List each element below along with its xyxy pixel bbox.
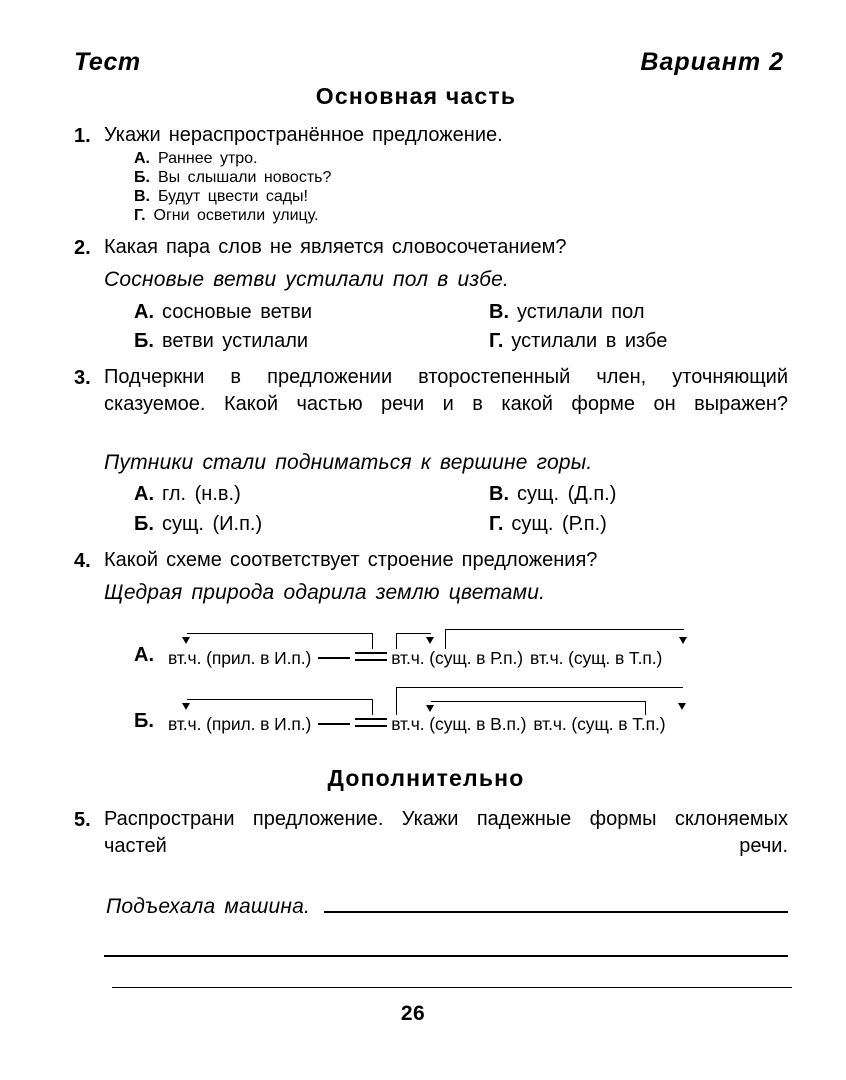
question-4	[74, 547, 788, 749]
option-text: Будут цвести сады!	[158, 188, 308, 206]
question-1-options	[104, 150, 788, 225]
option-letter: В.	[134, 188, 150, 206]
option-text: гл. (н.в.)	[162, 483, 241, 506]
question-2-number: 2.	[74, 237, 91, 260]
predicate-double-line-marker	[355, 651, 387, 663]
scheme-label-group	[168, 648, 662, 669]
scheme-letter: Б.	[134, 710, 154, 733]
question-5-number: 5.	[74, 809, 91, 832]
arrow-down-part3	[679, 637, 687, 644]
page-header	[74, 48, 788, 77]
option-letter: Б.	[134, 169, 150, 187]
option-letter: Б.	[134, 329, 154, 352]
option-text: Раннее утро.	[158, 150, 258, 168]
scheme-letter: А.	[134, 644, 154, 667]
bracket-predicate-to-part2	[431, 701, 646, 715]
scheme-part-1: вт.ч. (прил. в И.п.)	[168, 714, 312, 735]
scheme-part-2: вт.ч. (сущ. в В.п.)	[391, 714, 527, 735]
arrow-down-part2	[426, 637, 434, 644]
question-1	[74, 122, 788, 226]
scheme-option-a[interactable]	[104, 617, 788, 669]
option-text: ветви устилали	[161, 329, 309, 352]
option-letter: В.	[489, 300, 509, 323]
option-text: Вы слышали новость?	[157, 169, 332, 187]
option-text: сущ. (Д.п.)	[517, 483, 617, 506]
option-letter: А.	[134, 150, 150, 168]
option-b[interactable]	[104, 510, 489, 538]
bracket-part2-to-part3	[445, 629, 684, 649]
option-row	[104, 327, 788, 355]
bracket-subject-to-part1	[187, 699, 373, 715]
section-title-extra: Дополнительно	[327, 765, 525, 792]
option-letter: А.	[134, 300, 154, 323]
scheme-diagram-b	[168, 683, 788, 735]
scheme-part-1: вт.ч. (прил. в И.п.)	[168, 648, 312, 669]
option-letter: А.	[134, 483, 154, 506]
option-row[interactable]	[104, 188, 788, 206]
option-row[interactable]	[104, 150, 788, 168]
subject-line-marker	[318, 653, 350, 663]
scheme-diagram-a	[168, 617, 788, 669]
footer-divider	[112, 987, 792, 988]
question-1-text: Укажи нераспространённое предложение.	[104, 124, 503, 146]
bracket-subject-to-part1	[187, 633, 373, 649]
page-number: 26	[400, 1002, 426, 1026]
option-v[interactable]	[489, 480, 788, 508]
question-3-text: Подчеркни в предложении второстепенный член, уточняющий сказуемое. Какой частью речи и в какой форме он выражен?	[104, 366, 788, 415]
answer-writing-line-1[interactable]	[324, 911, 788, 913]
question-4-text: Какой схеме соответствует строение предложения?	[104, 549, 598, 572]
option-b[interactable]	[104, 327, 489, 355]
option-v[interactable]	[489, 298, 788, 326]
question-4-number: 4.	[74, 550, 91, 573]
question-1-number: 1.	[74, 125, 91, 147]
arrow-down-part1	[182, 703, 190, 710]
scheme-part-3: вт.ч. (сущ. в Т.п.)	[530, 648, 663, 669]
question-2-options	[104, 298, 788, 356]
question-2-text: Какая пара слов не является словосочетанием?	[104, 236, 567, 259]
answer-writing-line-2[interactable]	[104, 955, 788, 957]
scheme-part-3: вт.ч. (сущ. в Т.п.)	[533, 714, 666, 735]
arrow-down-part3	[678, 703, 686, 710]
question-3-number: 3.	[74, 367, 91, 390]
option-g[interactable]	[489, 327, 788, 355]
option-text: Огни осветили улицу.	[153, 207, 319, 225]
option-row[interactable]	[104, 207, 788, 225]
question-4-schemes	[104, 617, 788, 735]
option-letter: Г.	[489, 329, 504, 352]
option-text: сосновые ветви	[162, 300, 313, 323]
option-text: сущ. (Р.п.)	[511, 512, 607, 535]
option-a[interactable]	[104, 480, 489, 508]
option-g[interactable]	[489, 510, 788, 538]
option-a[interactable]	[104, 298, 489, 326]
scheme-option-b[interactable]	[104, 683, 788, 735]
option-letter: Б.	[134, 512, 154, 535]
question-3-options	[104, 480, 788, 538]
scheme-part-2: вт.ч. (сущ. в Р.п.)	[391, 648, 524, 669]
option-row	[104, 298, 788, 326]
arrow-down-part1	[182, 637, 190, 644]
question-5	[74, 806, 788, 957]
arrow-down-part2	[426, 705, 434, 712]
question-5-answer-row	[104, 892, 788, 922]
option-row	[104, 510, 788, 538]
option-letter: Г.	[134, 207, 146, 225]
option-row	[104, 480, 788, 508]
question-2-sentence: Сосновые ветви устилали пол в избе.	[104, 267, 510, 291]
section-title-main: Основная часть	[315, 83, 517, 109]
header-test-label: Тест	[74, 48, 141, 76]
option-letter: В.	[489, 483, 509, 506]
question-2	[74, 234, 788, 356]
question-4-sentence: Щедрая природа одарила землю цветами.	[104, 580, 546, 604]
option-row[interactable]	[104, 169, 788, 187]
predicate-double-line-marker	[355, 717, 387, 729]
question-5-sentence: Подъехала машина.	[106, 894, 311, 918]
option-text: устилали в избе	[511, 329, 668, 352]
question-5-text: Распространи предложение. Укажи падежные формы склоняемых частей речи.	[104, 808, 788, 857]
question-3-sentence: Путники стали подниматься к вершине горы.	[104, 450, 593, 474]
question-3	[74, 364, 788, 539]
scheme-label-group	[168, 714, 666, 735]
option-letter: Г.	[489, 512, 504, 535]
option-text: устилали пол	[517, 300, 645, 323]
subject-line-marker	[318, 719, 350, 729]
option-text: сущ. (И.п.)	[161, 512, 263, 535]
header-variant-label: Вариант 2	[640, 48, 784, 76]
